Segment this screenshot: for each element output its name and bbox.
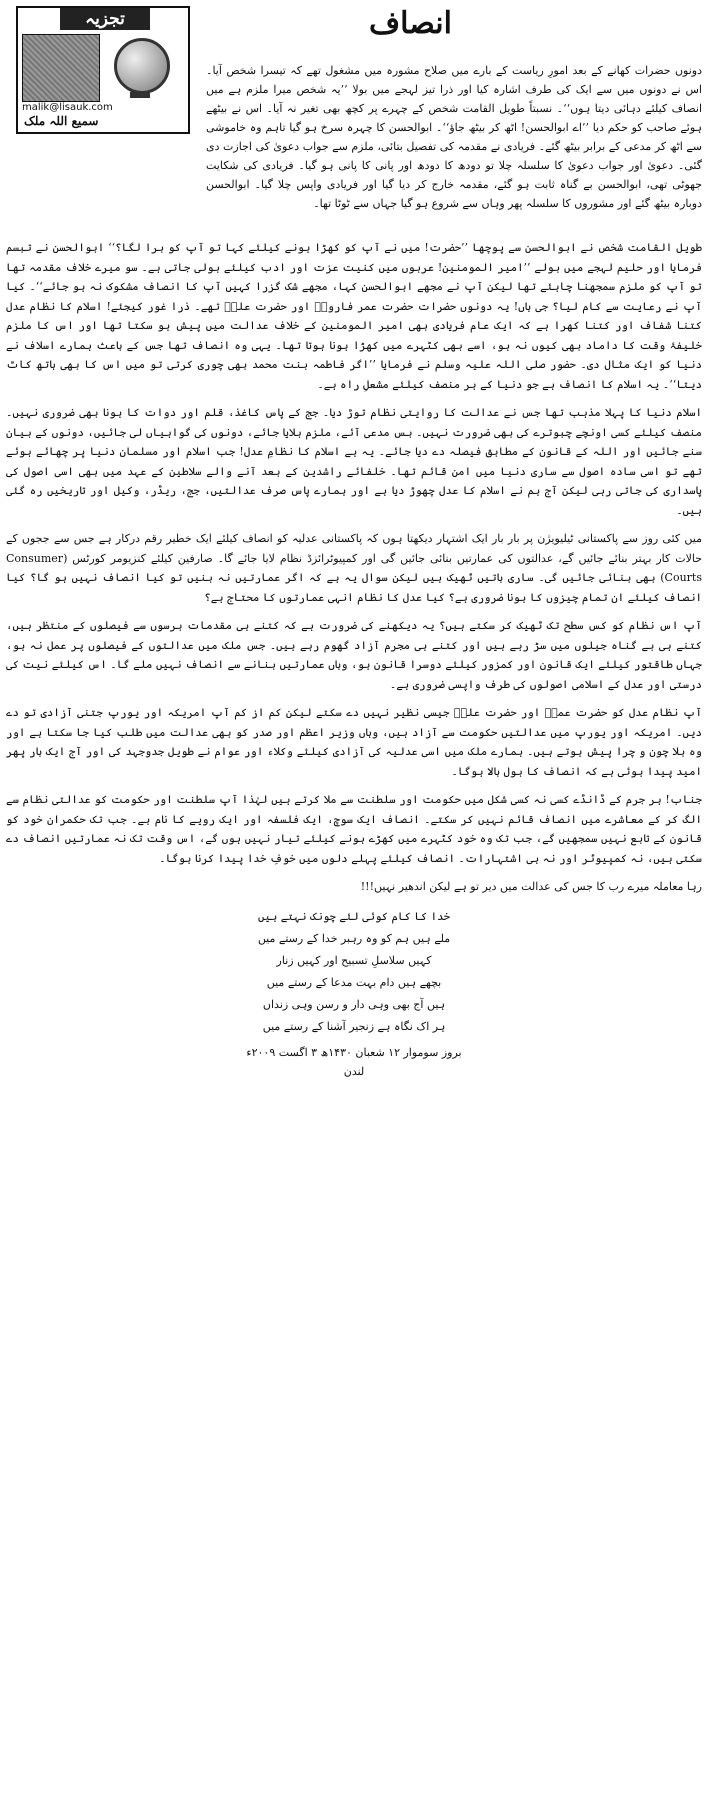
dateline: بروز سوموار ۱۲ شعبان ۱۴۳۰ھ ۳ اگست ۲۰۰۹ء	[246, 1045, 462, 1059]
paragraph: آپ اس نظام کو کس سطح تک ٹھیک کر سکتے ہیں؟ یہ دیکھنے کی ضرورت ہے کہ کتنے ہی مقدمات برسوں سے فیصلوں کے منتظر ہیں، کتنے ہی بے گناہ جیلوں میں سڑ رہے ہیں اور کتنے ہی مجرم آزاد گھوم رہے ہیں۔ جس ملک میں عدالتوں کے فیصلوں پر عمل نہ ہو، جہاں طاقتور کیلئے ایک قانون اور کمزور کیلئے دوسرا قانون ہو، وہاں عمارتیں بنانے سے انصاف نہیں ملے گا۔ اس کیلئے نیت کی درستی اور عدل کے اسلامی اصولوں کی طرف واپسی ضروری ہے۔	[6, 619, 702, 691]
article-body	[6, 238, 702, 1078]
author-name: سمیع اللہ ملک	[24, 114, 99, 128]
article-header	[6, 6, 702, 210]
globe-stand-icon	[130, 92, 150, 98]
paragraph: طویل القامت شخص نے ابوالحسن سے پوچھا ’’حضرت! میں نے آپ کو کھڑا ہونے کیلئے کہا تو آپ کو برا لگا؟‘‘ ابوالحسن نے تبسم فرمایا اور حلیم لہجے میں بولے ’’امیر المومنین! عربوں میں کنیت عزت اور ادب کیلئے بولی جاتی ہے۔ سو میرے خلاف مقدمہ تھا تو آپ کو ملزم سمجھنا چاہئے تھا لیکن آپ نے مجھے ابوالحسن کہا، مجھے شک گزرا کہیں آپ کا انصاف مشکوک نہ ہو جائے‘‘۔ کیا آپ نے رعایت سے کام لیا؟ جی ہاں! یہ دونوں حضرات حضرت عمر فاروقؓ اور حضرت علیؓ تھے۔ ذرا غور کیجئے! اسلام کا نظام عدل کتنا شفاف اور کتنا کھرا ہے کہ ایک عام فریادی بھی امیر المومنین کے خلاف عدالت میں پیش ہو سکتا تھا اور اس کا ملزم خلیفۂ وقت کا داماد بھی کیوں نہ ہو، اسے بھی کٹہرے میں کھڑا ہونا ہوتا تھا۔ یہی وہ انصاف تھا جس کے باعث ہمارے اسلاف نے دنیا کو ایک مثال دی۔ حضور صلی اللہ علیہ وسلم نے فرمایا ’’اگر فاطمہ بنت محمد بھی چوری کرتی تو میں اس کا بھی ہاتھ کاٹ دیتا‘‘۔ یہ اسلام کا انصاف ہے جو دنیا کے ہر منصف کیلئے مشعلِ راہ ہے۔	[6, 241, 702, 391]
verse-line: بچھے ہیں دام بہت مدعا کے رستے میں	[266, 975, 442, 989]
article-title: انصاف	[369, 6, 452, 41]
paragraph: اسلام دنیا کا پہلا مذہب تھا جس نے عدالت کا روایتی نظام توڑ دیا۔ جج کے پاس کاغذ، قلم اور دوات کا ہونا بھی ضروری نہیں۔ منصف کیلئے کسی اونچے چبوترے کی بھی ضرورت نہیں۔ بس مدعی آئے، ملزم بلایا جائے، دونوں کی گواہیاں لی جائیں، دونوں کے بیان سنے جائیں اور اللہ کے قانون کے مطابق فیصلہ دے دیا جائے۔ یہ ہے اسلام کا نظامِ عدل! جب اسلام اور مسلمان دنیا پر چھائے ہوئے تھے تو اسی سادہ اصول سے ساری دنیا میں امن قائم تھا۔ خلفائے راشدین کے بعد آنے والے سلاطین کے عہد میں بھی اسی اصول کی پاسداری کی جاتی رہی لیکن آج ہم نے اسلام کا عدل چھوڑ دیا ہے اور ہمارے پاس صرف عدالتیں، جج، ریڈر، وکیل اور تاریخیں رہ گئی ہیں۔	[6, 406, 702, 517]
verse-block	[6, 906, 702, 1038]
series-banner: تجزیہ	[60, 8, 150, 30]
author-photo	[22, 34, 100, 102]
paragraph: میں کئی روز سے پاکستانی ٹیلیویژن پر بار بار ایک اشتہار دیکھتا ہوں کہ پاکستانی عدلیہ کو انصاف کیلئے ایک خطیر رقم درکار ہے جس سے ججوں کے حالات کار بہتر بنائے جائیں گے، عدالتوں کی عمارتیں بنائی جائیں گی اور کمپیوٹرائزڈ نظام لایا جائے گا۔ صارفین کیلئے کنزیومر کورٹس (Consumer Courts) بھی بنائی جائیں گی۔ ساری باتیں ٹھیک ہیں لیکن سوال یہ ہے کہ اگر عمارتیں نہ بنیں تو کیا انصاف نہیں ہو گا؟ کیا انصاف کیلئے ان تمام چیزوں کا ہونا ضروری ہے؟ کیا عدل کا نظام انہی عمارتوں کا محتاج ہے؟	[6, 532, 702, 604]
byline-box	[16, 6, 190, 134]
place-name: لندن	[343, 1064, 365, 1078]
paragraph: جناب! ہر جرم کے ڈانڈے کسی نہ کسی شکل میں حکومت اور سلطنت سے ملا کرتے ہیں لہٰذا آپ سلطنت اور حکومت کو عدالتی نظام سے الگ کر کے معاشرے میں انصاف قائم نہیں کر سکتے۔ انصاف ایک سوچ، ایک فلسفہ اور ایک رویے کا نام ہے۔ جب تک حکمران خود کو قانون کے تابع نہیں سمجھیں گے، جب تک وہ خود کٹہرے میں کھڑے ہونے کیلئے تیار نہیں ہوں گے، اس وقت تک نہ عمارتیں انصاف دے سکتی ہیں، نہ کمپیوٹر اور نہ ہی اشتہارات۔ انصاف کیلئے پہلے دلوں میں خوفِ خدا پیدا کرنا ہوگا۔	[6, 793, 702, 865]
verse-line: ہر اک نگاہ ہے زنجیر آشنا کے رستے میں	[262, 1019, 446, 1033]
verse-line: ملے ہیں ہم کو وہ رہبر خدا کے رستے میں	[257, 931, 451, 945]
verse-line: خدا کا کام کوئی لئے چونک نہتے ہیں	[257, 909, 451, 923]
author-email: malik@lisauk.com	[22, 102, 113, 113]
globe-icon	[114, 38, 170, 94]
closing-line: رہا معاملہ میرے رب کا جس کی عدالت میں دیر تو ہے لیکن اندھیر نہیں!!!	[360, 880, 702, 893]
paragraph: آپ نظام عدل کو حضرت عمرؓ اور حضرت علیؓ جیسی نظیر نہیں دے سکتے لیکن کم از کم آپ امریکہ اور یورپ جتنی آزادی تو دے دیں۔ امریکہ اور یورپ میں عدالتیں حکومت سے آزاد ہیں، وہاں وزیر اعظم اور صدر کو بھی عدالت میں طلب کیا جا سکتا ہے اور وہ بلا چون و چرا پیش ہوتے ہیں۔ ہمارے ملک میں اسی عدلیہ کی آزادی کیلئے وکلاء اور عوام نے طویل جدوجہد کی اور آج ایک بار پھر امید پیدا ہوئی ہے کہ انصاف کا بول بالا ہوگا۔	[6, 706, 702, 778]
paragraph: دونوں حضرات کھانے کے بعد امورِ ریاست کے بارے میں صلاح مشورہ میں مشغول تھے کہ تیسرا شخص آیا۔ اس نے دونوں میں سے ایک کی طرف اشارہ کیا اور ذرا تیز لہجے میں بولا ’’یہ شخص میرا ملزم ہے میں انصاف کیلئے دہائی دیتا ہوں‘‘۔ نسبتاً طویل القامت شخص کے چہرے پر کچھ بھی تغیر نہ آیا۔ اس نے بیٹھے ہوئے صاحب کو حکم دیا ’’اے ابوالحسن! اٹھ کر بیٹھ جاؤ‘‘۔ ابوالحسن کا چہرہ سرخ ہو گیا تاہم وہ خاموشی سے اٹھ کر مدعی کے برابر بیٹھ گئے۔ فریادی نے مقدمہ کی تفصیل بتائی، ملزم سے جواب دعویٰ کی اجازت دی گئی۔ دعویٰ اور جواب دعویٰ کا سلسلہ چلا تو دودھ کا دودھ اور پانی کا پانی ہو گیا۔ فریادی کی شکایت جھوٹی تھی، ابوالحسن بے گناہ ثابت ہو گئے، مقدمہ خارج کر دیا گیا اور فریادی واپس چلا گیا۔ ابوالحسن دوبارہ بیٹھ گئے اور مشوروں کا سلسلہ پھر وہاں سے شروع ہو گیا جہاں سے ٹوٹا تھا۔	[206, 64, 702, 210]
verse-line: کہیں سلاسلِ تسبیح اور کہیں زنار	[276, 953, 432, 967]
article	[6, 6, 702, 1791]
verse-line: ہیں آج بھی وہی دار و رسن وہی زنداں	[262, 997, 446, 1011]
